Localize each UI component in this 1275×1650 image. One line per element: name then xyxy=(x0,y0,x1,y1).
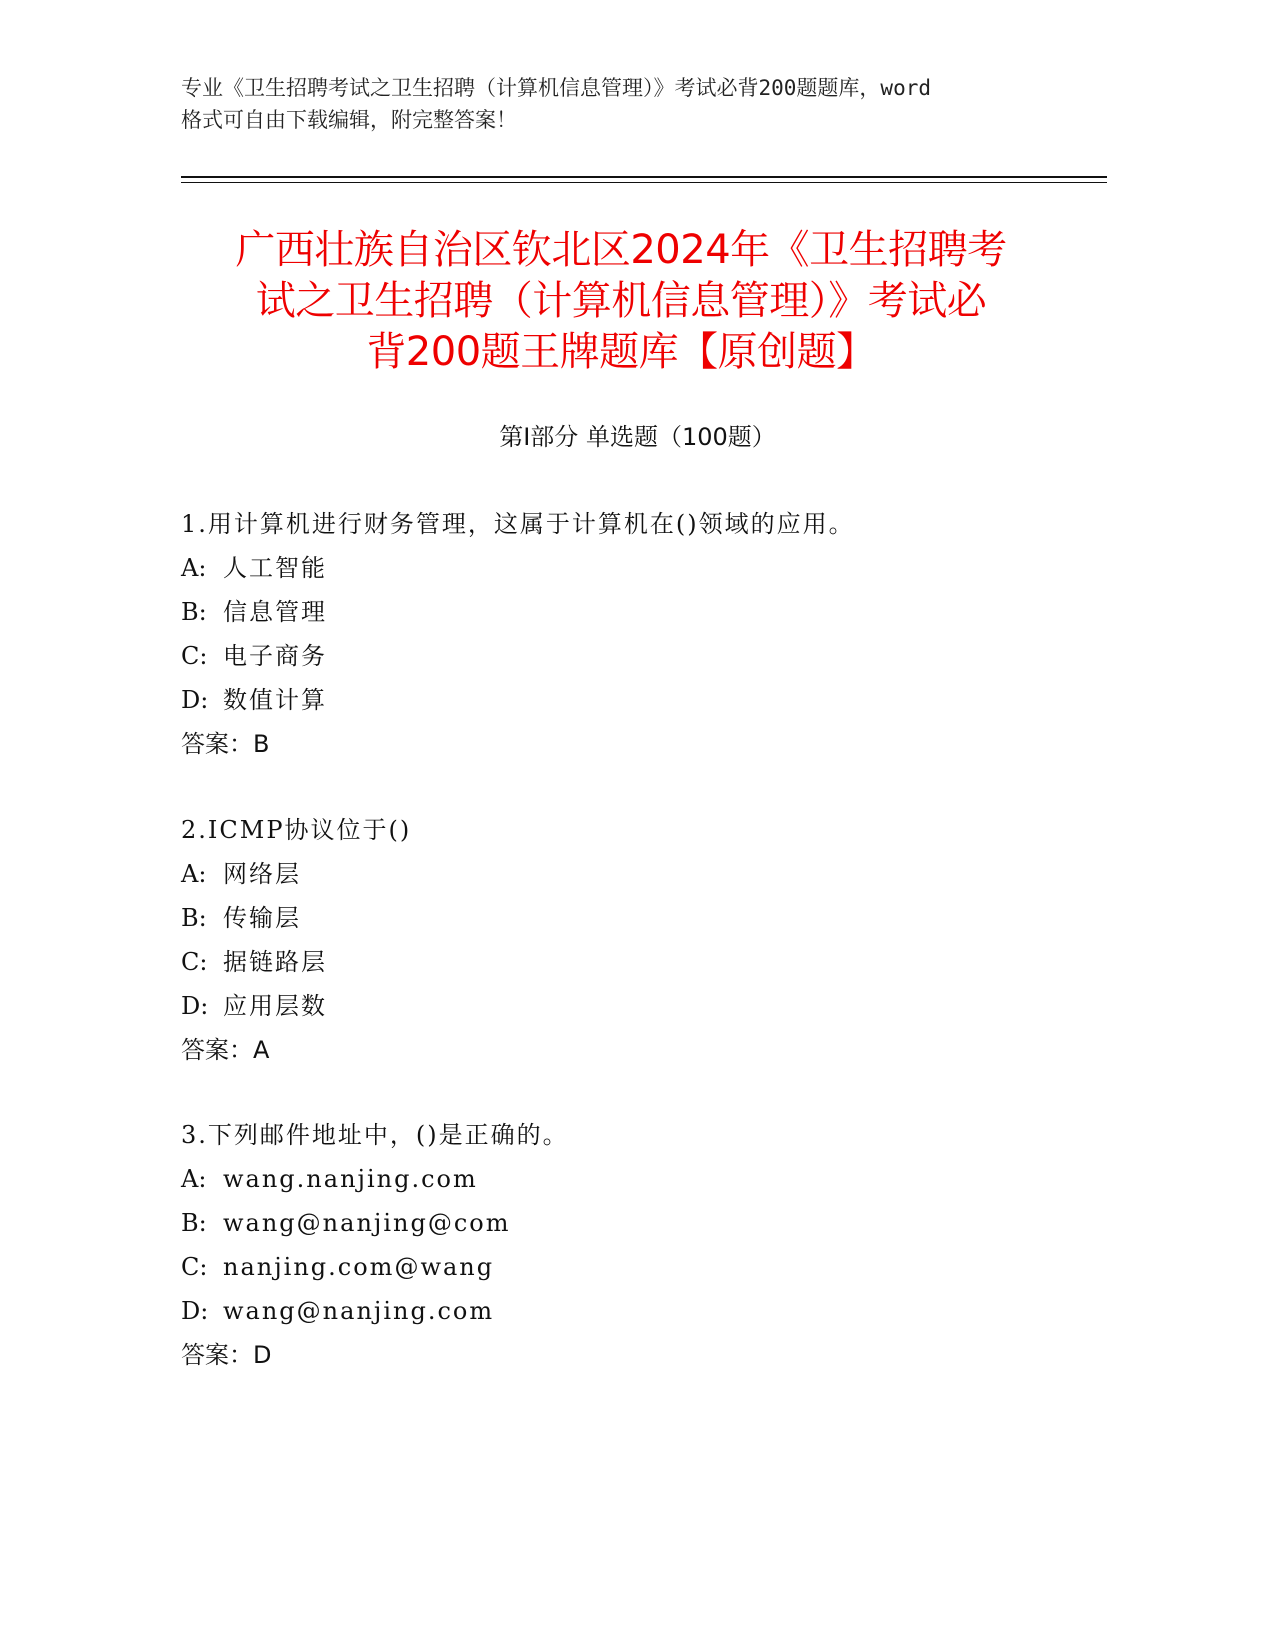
question-2 xyxy=(181,808,1081,1072)
title-line-2: 试之卫生招聘（计算机信息管理）》考试必 xyxy=(255,278,987,324)
title-line-3: 背200题王牌题库【原创题】 xyxy=(366,329,876,375)
section-heading: 第Ⅰ部分 单选题（100题） xyxy=(499,423,776,451)
header-divider-thin xyxy=(181,182,1107,183)
option-text: 信息管理 xyxy=(223,598,327,626)
option-text: wang.nanjing.com xyxy=(223,1165,478,1193)
option-letter: C: xyxy=(181,1253,208,1281)
option-c xyxy=(181,1245,1081,1289)
answer-value: B xyxy=(253,730,270,758)
answer-label: 答案： xyxy=(181,730,253,758)
answer-label: 答案： xyxy=(181,1341,253,1369)
document-header-note xyxy=(181,72,1081,136)
answer-value: D xyxy=(253,1341,272,1369)
option-letter: A: xyxy=(181,1165,207,1193)
option-c xyxy=(181,634,1081,678)
question-stem: 2.ICMP协议位于() xyxy=(181,816,412,844)
option-b xyxy=(181,590,1081,634)
option-letter: D: xyxy=(181,992,209,1020)
option-letter: C: xyxy=(181,642,208,670)
header-line-2: 格式可自由下载编辑，附完整答案！ xyxy=(181,108,517,132)
option-letter: C: xyxy=(181,948,208,976)
option-a xyxy=(181,1157,1081,1201)
answer-line xyxy=(181,722,1081,766)
option-b xyxy=(181,1201,1081,1245)
option-d xyxy=(181,1289,1081,1333)
header-line-1: 专业《卫生招聘考试之卫生招聘（计算机信息管理）》考试必背200题题库，word xyxy=(181,76,931,100)
title-line-1: 广西壮族自治区钦北区2024年《卫生招聘考 xyxy=(235,227,1007,273)
option-letter: B: xyxy=(181,1209,207,1237)
option-d xyxy=(181,984,1081,1028)
answer-line xyxy=(181,1028,1081,1072)
answer-label: 答案： xyxy=(181,1036,253,1064)
option-text: nanjing.com@wang xyxy=(223,1253,495,1281)
header-divider-thick xyxy=(181,176,1107,178)
option-b xyxy=(181,896,1081,940)
option-text: 电子商务 xyxy=(223,642,327,670)
option-text: 人工智能 xyxy=(223,554,327,582)
option-text: 数值计算 xyxy=(223,686,327,714)
option-text: wang@nanjing@com xyxy=(223,1209,511,1237)
option-letter: B: xyxy=(181,904,207,932)
option-letter: A: xyxy=(181,860,207,888)
document-title xyxy=(181,225,1061,378)
question-1 xyxy=(181,502,1081,766)
option-letter: B: xyxy=(181,598,207,626)
option-text: 网络层 xyxy=(223,860,301,888)
option-letter: A: xyxy=(181,554,207,582)
answer-value: A xyxy=(253,1036,270,1064)
option-text: 据链路层 xyxy=(223,948,327,976)
option-d xyxy=(181,678,1081,722)
answer-line xyxy=(181,1333,1081,1377)
option-text: 应用层数 xyxy=(223,992,327,1020)
question-stem: 3.下列邮件地址中，()是正确的。 xyxy=(181,1121,569,1149)
option-c xyxy=(181,940,1081,984)
question-3 xyxy=(181,1113,1081,1377)
option-text: 传输层 xyxy=(223,904,301,932)
option-a xyxy=(181,546,1081,590)
question-stem: 1.用计算机进行财务管理，这属于计算机在()领域的应用。 xyxy=(181,510,855,538)
option-letter: D: xyxy=(181,686,209,714)
option-a xyxy=(181,852,1081,896)
option-letter: D: xyxy=(181,1297,209,1325)
option-text: wang@nanjing.com xyxy=(223,1297,495,1325)
